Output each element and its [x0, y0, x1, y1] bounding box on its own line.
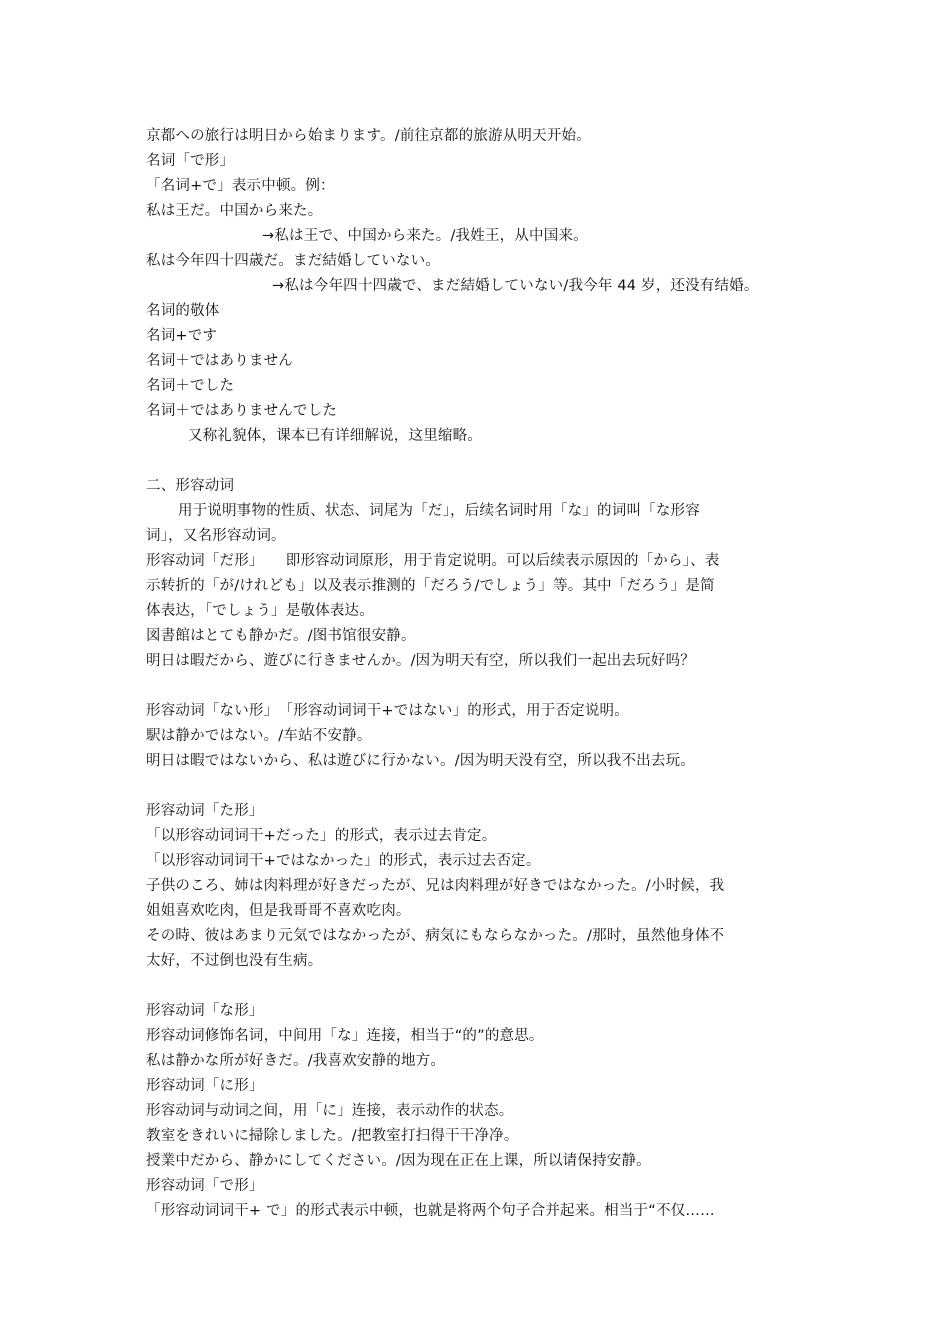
section-heading: 形容动词「た形」	[146, 803, 264, 819]
section-heading: 形容动词「に形」	[146, 1078, 264, 1094]
text-line: 「以形容动词词干+ではなかった」的形式，表示过去否定。	[146, 853, 541, 869]
example-transform: →私は王で、中国から来た。/我姓王，从中国来。	[262, 228, 588, 244]
text-line: 「以形容动词词干+だった」的形式，表示过去肯定。	[146, 828, 497, 844]
example-sentence: 教室をきれいに掃除しました。/把教室打扫得干干净净。	[146, 1128, 519, 1144]
example-sentence: 駅は静かではない。/车站不安静。	[146, 728, 372, 744]
text-line: 「名词+で」表示中顿。例：	[146, 178, 335, 194]
section-heading: 形容动词「で形」	[146, 1178, 264, 1194]
text-line: 形容动词与动词之间，用「に」连接，表示动作的状态。	[146, 1103, 514, 1119]
paragraph-line: 词」，又名形容动词。	[146, 528, 286, 544]
text-line: 名词＋ではありません	[146, 353, 293, 369]
paragraph-line: 用于说明事物的性质、状态、词尾为「だ」，后续名词时用「な」的词叫「な形容	[178, 503, 700, 519]
example-sentence: その時、彼はあまり元気ではなかったが、病気にもならなかった。/那时，虽然他身体不	[146, 928, 725, 944]
text-line: 名词+です	[146, 328, 218, 344]
text-line: 名词＋ではありませんでした	[146, 403, 338, 419]
text-line: 京都への旅行は明日から始まります。/前往京都的旅游从明天开始。	[146, 128, 591, 144]
example-sentence: 私は今年四十四歳だ。まだ結婚していない。	[146, 253, 440, 269]
paragraph-line: 示转折的「が/けれども」以及表示推测的「だろう/でしょう」等。其中「だろう」是简	[146, 578, 715, 594]
example-sentence: 明日は暇ではないから、私は遊びに行かない。/因为明天没有空，所以我不出去玩。	[146, 753, 695, 769]
example-sentence: 図書館はとても静かだ。/图书馆很安静。	[146, 628, 416, 644]
example-sentence: 太好，不过倒也没有生病。	[146, 953, 323, 969]
chapter-heading: 二、形容动词	[146, 478, 235, 494]
example-transform: →私は今年四十四歳で、まだ結婚していない/我今年 44 岁，还没有结婚。	[272, 278, 759, 294]
section-heading: 形容动词「ない形」 「形容动词词干+ではない」的形式，用于否定说明。	[146, 703, 629, 719]
example-sentence: 姐姐喜欢吃肉，但是我哥哥不喜欢吃肉。	[146, 903, 411, 919]
example-sentence: 子供のころ、姉は肉料理が好きだったが、兄は肉料理が好きではなかった。/小时候，我	[146, 878, 725, 894]
example-sentence: 授業中だから、静かにしてください。/因为现在正在上课，所以请保持安静。	[146, 1153, 651, 1169]
section-heading: 名词的敬体	[146, 303, 220, 319]
paragraph-line: 形容动词「だ形」 即形容动词原形，用于肯定说明。可以后续表示原因的「から」、表	[146, 553, 720, 569]
section-heading: 名词「で形」	[146, 153, 235, 169]
text-line: 名词＋でした	[146, 378, 235, 394]
example-sentence: 私は静かな所が好きだ。/我喜欢安静的地方。	[146, 1053, 446, 1069]
text-line: 又称礼貌体，课本已有详细解说，这里缩略。	[188, 428, 482, 444]
example-sentence: 明日は暇だから、遊びに行きませんか。/因为明天有空，所以我们一起出去玩好吗？	[146, 653, 695, 669]
section-heading: 形容动词「な形」	[146, 1003, 264, 1019]
text-line: 「形容动词词干+ で」的形式表示中顿，也就是将两个句子合并起来。相当于“不仅……	[146, 1203, 715, 1219]
example-sentence: 私は王だ。中国から来た。	[146, 203, 323, 219]
text-line: 形容动词修饰名词，中间用「な」连接，相当于“的”的意思。	[146, 1028, 544, 1044]
paragraph-line: 体表达，「でしょう」是敬体表达。	[146, 603, 374, 619]
